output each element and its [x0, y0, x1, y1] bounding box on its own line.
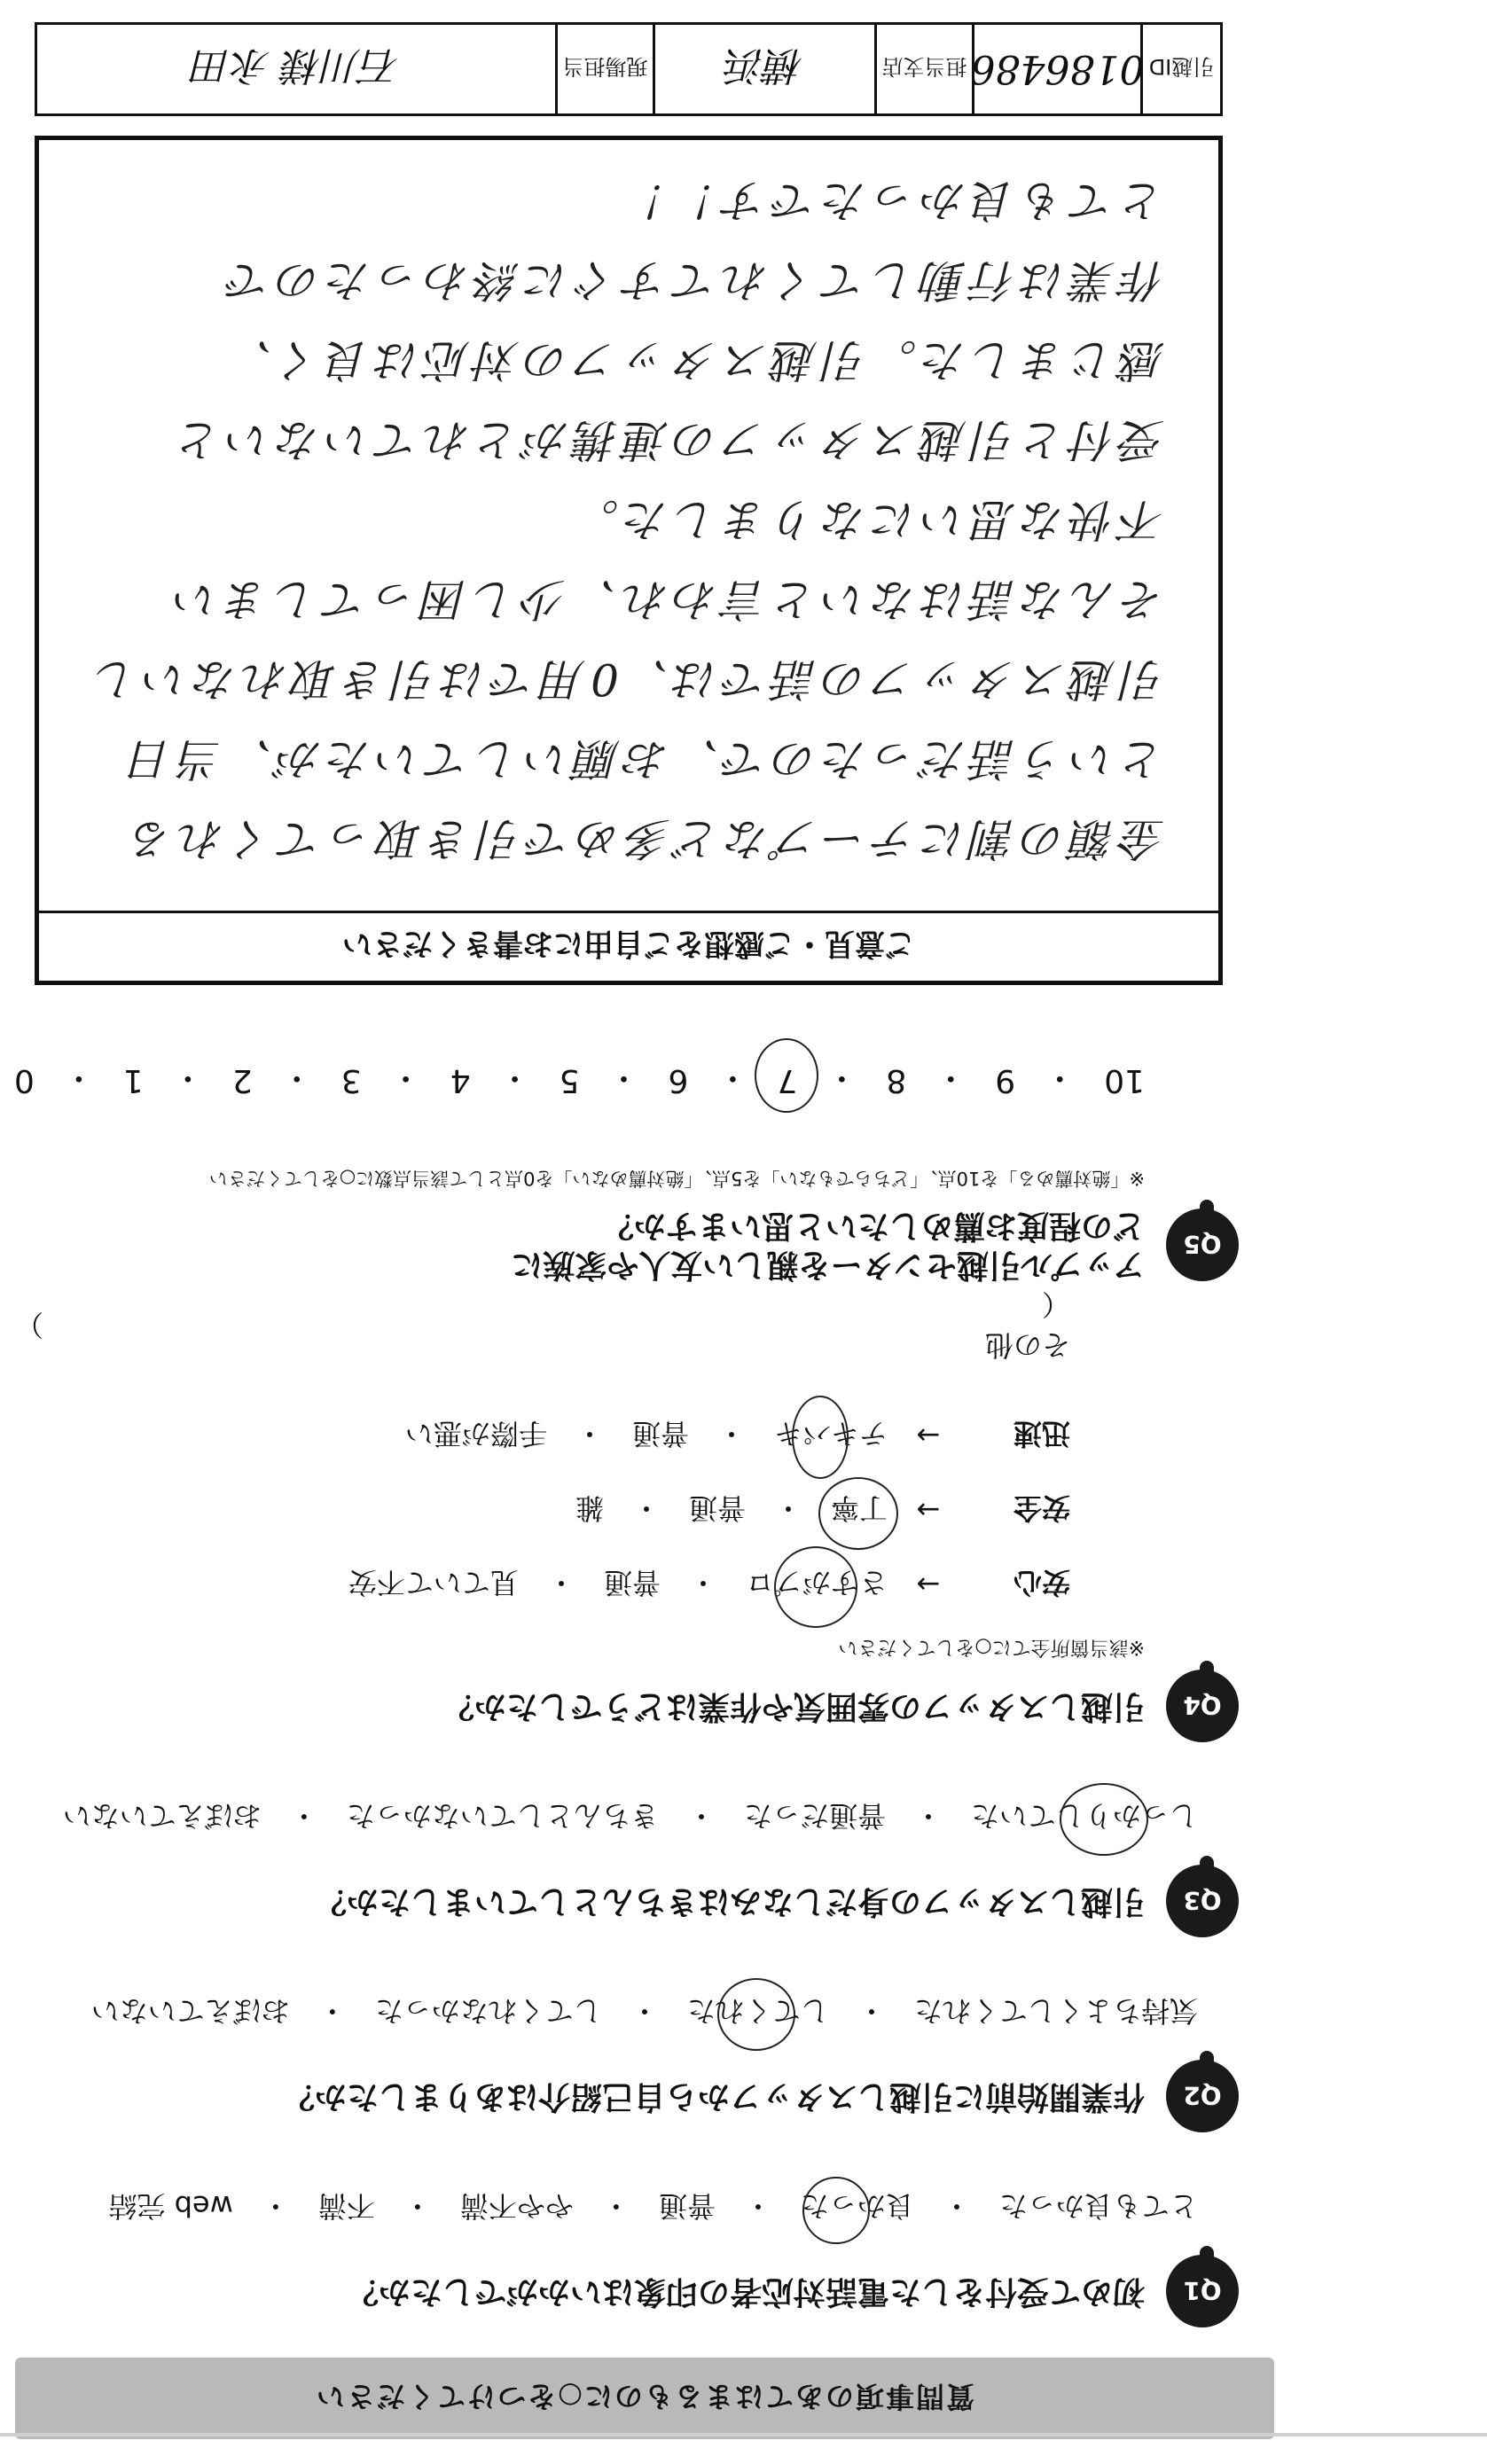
q3-option-3[interactable]: おぼえていない [62, 1799, 262, 1833]
q4-row1-option-0[interactable]: 丁寧 [826, 1486, 893, 1534]
comment-title: ご意見・ご感想をご自由にお書きください [39, 911, 1218, 981]
selection-circle [717, 1978, 795, 2051]
q4-text: 引越しスタッフの雰囲気や作業はどうでしたか？ [442, 1688, 1145, 1725]
q1-option-5[interactable]: web 完結 [108, 2189, 233, 2223]
comment-line-8: 作業は行動してくれてすぐに終わったので [222, 254, 1165, 306]
q4-row1-option-1[interactable]: 普通 [688, 1491, 746, 1525]
arrow-icon: → [916, 1493, 941, 1527]
score-1[interactable]: 1 [122, 1062, 144, 1099]
q4-row-anshin: 安心 → さすがプロ ・ 普通 ・ 見ていて不安 [15, 1561, 1070, 1608]
q4-row-anzen: 安全 → 丁寧 ・ 普通 ・ 雑 [15, 1486, 1070, 1534]
q3-option-1[interactable]: 普通だった [743, 1799, 886, 1833]
comment-line-6: 受付と引越スタッフの連携がとれていないと [172, 414, 1165, 465]
q1-text: 初めて受付をした電話対応者の印象はいかがでしたか？ [346, 2273, 1145, 2310]
q4-row0-option-0[interactable]: さすがプロ [740, 1561, 893, 1608]
row-label: 安心 [1013, 1566, 1070, 1600]
other-label: その他（ [984, 1287, 1070, 1362]
q1-option-0[interactable]: とても良かった [998, 2189, 1198, 2223]
q3-option-2[interactable]: きちんとしていなかった [346, 1799, 659, 1833]
selection-circle [774, 1546, 857, 1628]
branch-value: 横浜 [653, 25, 874, 113]
score-7[interactable]: 7 [771, 1062, 802, 1099]
comment-line-4: そんな話はないと言われ、少し困ってしまい [169, 574, 1165, 625]
q2-text: 作業開始前に引越しスタッフから自己紹介はありましたか？ [282, 2078, 1145, 2115]
q4-row2-option-2[interactable]: 手際が悪い [404, 1417, 547, 1451]
q4-row2-option-0[interactable]: テキパキ [769, 1412, 893, 1459]
q5-text-line2: どの程度お薦めしたいと思いますか？ [601, 1208, 1145, 1244]
q2-option-1[interactable]: してくれた [682, 1989, 834, 2037]
q4-row0-option-1[interactable]: 普通 [603, 1566, 661, 1600]
score-3[interactable]: 3 [340, 1062, 362, 1099]
score-scale: 10 ・ 9 ・ 8 ・ 7 ・ 6 ・ 5 ・ 4 ・ 3 ・ 2 ・ 1 ・ 0 [9, 1058, 1150, 1103]
selection-circle [802, 2177, 870, 2244]
q3-badge: Q3 [1166, 1865, 1239, 1937]
comment-line-1: 金額の割にテープなど多めで引き取ってくれる [124, 813, 1165, 864]
q5-badge: Q5 [1166, 1209, 1239, 1281]
q4-row1-option-2[interactable]: 雑 [575, 1491, 604, 1525]
driver-label: 現場担当 [555, 25, 653, 113]
q1-option-1[interactable]: 良かった [795, 2184, 920, 2232]
row-label: 安全 [1013, 1491, 1070, 1525]
question-1 [15, 2184, 1239, 2331]
row-label: 迅速 [1013, 1417, 1070, 1451]
selection-circle [755, 1038, 818, 1113]
selection-circle [818, 1477, 898, 1550]
arrow-icon: → [916, 1419, 941, 1452]
q2-option-2[interactable]: してくれなかった [374, 1994, 602, 2028]
q4-row2-option-1[interactable]: 普通 [631, 1417, 689, 1451]
comment-line-9: とても良かったです！！ [619, 175, 1165, 226]
id-label: 引越ID [1140, 25, 1220, 113]
comment-box[interactable] [35, 136, 1223, 985]
selection-circle [792, 1396, 849, 1479]
other-close: ） [15, 1308, 44, 1342]
q4-note: ※該当箇所全てに○をしてください [838, 1636, 1145, 1658]
q2-option-3[interactable]: おぼえていない [90, 1994, 290, 2028]
question-4 [15, 1286, 1239, 1746]
q3-options: しっかりしていた ・ 普通だった ・ きちんとしていなかった ・ おぼえていない [15, 1794, 1203, 1842]
score-6[interactable]: 6 [668, 1062, 689, 1099]
q2-option-0[interactable]: 気持ちよくしてくれた [913, 1994, 1198, 2028]
score-4[interactable]: 4 [450, 1062, 471, 1099]
q1-option-4[interactable]: 不満 [317, 2189, 375, 2223]
q5-note: ※「絶対薦める」を10点、「どちらでもない」を5点、「絶対薦めない」を0点として該当点数に○をしてください [208, 1168, 1145, 1189]
q2-badge: Q2 [1166, 2060, 1239, 2132]
q3-text: 引越しスタッフの身だしなみはきちんとしていましたか？ [314, 1883, 1145, 1920]
q1-option-3[interactable]: やや不満 [459, 2189, 574, 2223]
score-9[interactable]: 9 [995, 1062, 1016, 1099]
score-0[interactable]: 0 [13, 1062, 35, 1099]
selection-circle [1060, 1783, 1148, 1856]
comment-line-2: という話だったので、お願いしていたが、当日 [123, 733, 1165, 785]
comment-line-3: 引越スタッフの話では、0用では引き取れないし [89, 653, 1165, 705]
id-value: 0186486 [972, 25, 1140, 113]
score-8[interactable]: 8 [886, 1062, 907, 1099]
q4-rows [15, 1286, 1070, 1608]
question-2 [15, 1989, 1239, 2136]
q3-option-0[interactable]: しっかりしていた [966, 1794, 1203, 1842]
branch-label: 担当支店 [874, 25, 972, 113]
q1-badge: Q1 [1166, 2255, 1239, 2327]
question-5 [15, 1166, 1239, 1294]
q4-row-jinsoku: 迅速 → テキパキ ・ 普通 ・ 手際が悪い [15, 1412, 1070, 1459]
score-2[interactable]: 2 [231, 1062, 253, 1099]
q5-text [511, 1206, 1145, 1284]
q1-options: とても良かった ・ 良かった ・ 普通 ・ やや不満 ・ 不満 ・ web 完結 [15, 2184, 1203, 2232]
score-10[interactable]: 10 [1104, 1062, 1145, 1099]
q2-options: 気持ちよくしてくれた ・ してくれた ・ してくれなかった ・ おぼえていない [15, 1989, 1203, 2037]
q4-other [15, 1286, 1070, 1367]
score-5[interactable]: 5 [559, 1062, 580, 1099]
comment-line-7: 感じました。引越スタッフの対応は良く、 [223, 334, 1165, 386]
instruction-banner: 質問事項のあてはまるものに○をつけてください [15, 2358, 1274, 2439]
staff-table [35, 22, 1223, 116]
scan-edge [0, 2433, 1487, 2437]
q5-text-line1: アップル引越センターを親しい友人や家族に [511, 1247, 1145, 1283]
arrow-icon: → [916, 1568, 941, 1601]
driver-value: 石川様 永田 [192, 43, 400, 88]
question-3 [15, 1794, 1239, 1941]
q4-row0-option-2[interactable]: 見ていて不安 [348, 1566, 519, 1600]
q1-option-2[interactable]: 普通 [658, 2189, 716, 2223]
comment-line-5: 不快な思いになりました。 [569, 494, 1165, 545]
q4-badge: Q4 [1166, 1670, 1239, 1742]
